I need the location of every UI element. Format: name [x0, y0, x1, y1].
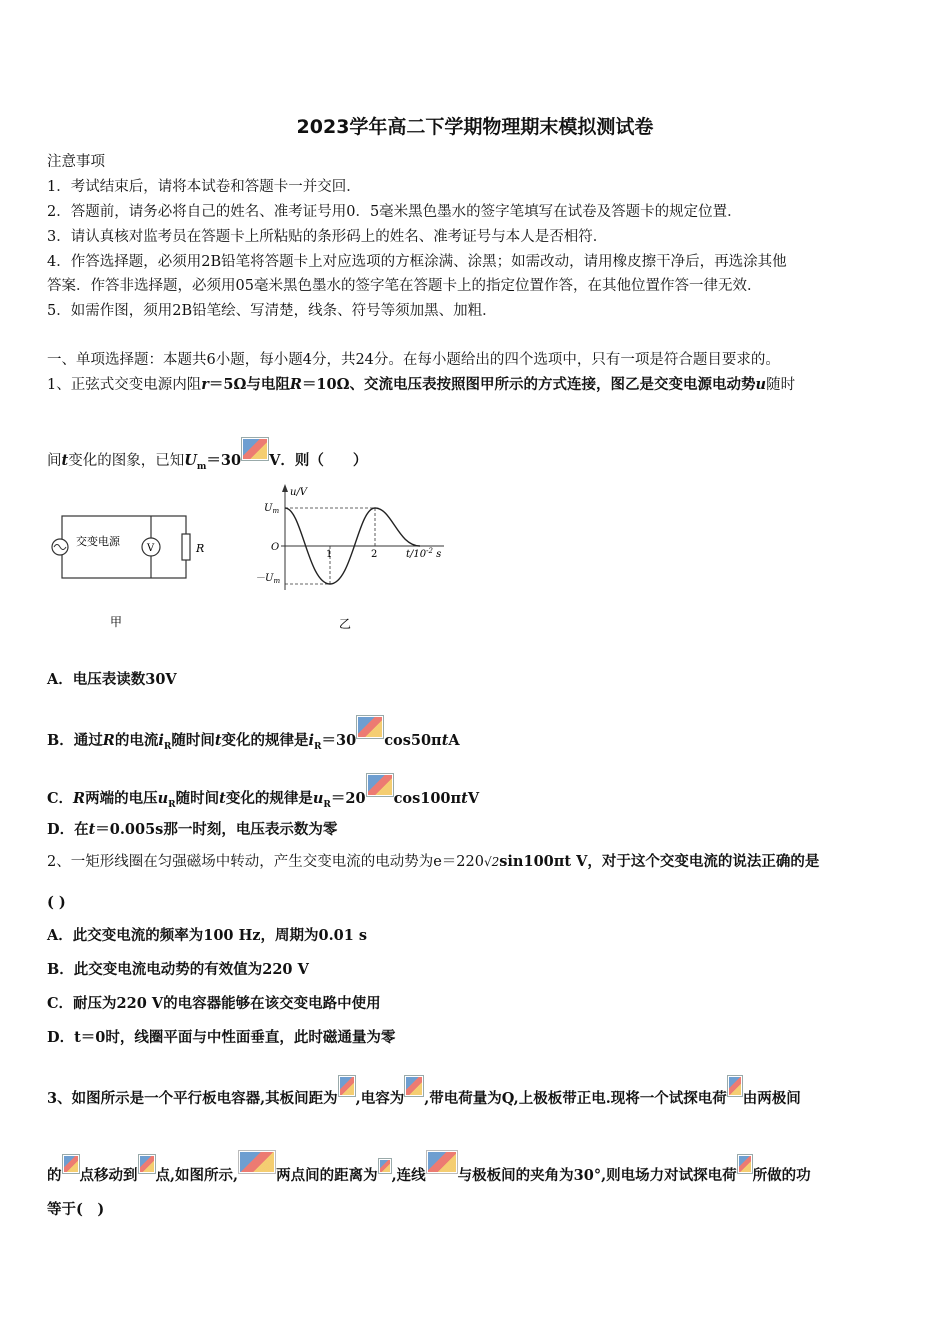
neg-um-label: [255, 573, 280, 585]
formula-image-icon: [241, 437, 269, 461]
q3-text: 由两极间: [742, 1090, 801, 1107]
q2-paren: ( ): [47, 894, 66, 911]
voltage-time-graph: [255, 484, 444, 631]
formula-image-icon: [404, 1075, 424, 1097]
opt-text: cos50π: [384, 732, 442, 749]
opt-text: 的电流: [114, 732, 159, 749]
q2-option-b: B．此交变电流电动势的有效值为220 V: [47, 961, 309, 978]
y-axis-arrow-icon: [282, 484, 288, 492]
opt-text: 变化的规律是: [221, 732, 309, 749]
notice-item: 4．作答选择题，必须用2B铅笔将答题卡上对应选项的方框涂满、涂黑；如需改动，请用橡皮擦干净后，再选涂其他: [47, 254, 787, 270]
q3-text: ,连线: [391, 1167, 426, 1184]
formula-image-icon: [356, 715, 384, 739]
q1-text: ＝5Ω与电阻: [208, 376, 290, 393]
opt-var: i: [158, 732, 164, 749]
notice-item: 2．答题前，请务必将自己的姓名、准考证号用0．5毫米黑色墨水的签字笔填写在试卷及答题卡的规定位置．: [47, 204, 742, 220]
opt-var: R: [73, 790, 86, 807]
q3-text: 点移动到: [79, 1167, 138, 1184]
q3-text: 3、如图所示是一个平行板电容器,其板间距为: [47, 1090, 338, 1107]
sqrt-symbol: √2: [483, 855, 500, 869]
q1-var: r: [201, 376, 209, 393]
opt-var: i: [308, 732, 315, 749]
um-label: [264, 503, 279, 515]
q3-text: ,电容为: [355, 1090, 405, 1107]
formula-image-icon: [62, 1154, 80, 1174]
notice-item: 3．请认真核对监考员在答题卡上所粘贴的条形码上的姓名、准考证号与本人是否相符．: [47, 229, 608, 245]
formula-image-icon: [338, 1075, 356, 1097]
opt-var: u: [312, 790, 324, 807]
q1-var: U: [184, 452, 197, 469]
q3-stem-line1: [47, 1075, 801, 1109]
q2-text: 2、一矩形线圈在匀强磁场中转动，产生交变电流的电动势为e＝220: [47, 854, 484, 870]
q1-text: 变化的图象，已知: [68, 453, 185, 469]
resistor-label: R: [196, 542, 205, 555]
q1-var: R: [289, 376, 302, 393]
x-axis-label-text: t/10: [406, 549, 427, 560]
opt-text: V: [467, 790, 480, 807]
q2-option-c: C．耐压为220 V的电容器能够在该交变电路中使用: [47, 995, 381, 1012]
section-heading: 一、单项选择题：本题共6小题，每小题4分，共24分。在每小题给出的四个选项中，只有一项是符合题目要求的。: [47, 352, 780, 368]
notice-item: 答案．作答非选择题，必须用05毫米黑色墨水的签字笔在答题卡上的指定位置作答，在其他位置作答一律无效．: [47, 278, 762, 294]
q1-text: ＝10Ω、交流电压表按照图甲所示的方式连接，图乙是交变电源电动势: [301, 376, 756, 393]
formula-image-icon: [426, 1150, 458, 1174]
tick-label-2: 2: [371, 549, 378, 560]
opt-var: R: [102, 732, 115, 749]
q1-text: 1、正弦式交变电源内阻: [47, 377, 202, 393]
formula-image-icon: [378, 1158, 392, 1174]
q3-text: 两点间的距离为: [276, 1167, 378, 1184]
page-title: 2023学年高二下学期物理期末模拟测试卷: [296, 116, 654, 138]
q2-option-a: A．此交变电流的频率为100 Hz，周期为0.01 s: [47, 927, 368, 944]
q2-text: sin100πt V，对于这个交变电流的说法正确的是: [499, 853, 820, 870]
q1-text: ＝30: [206, 452, 242, 469]
opt-text: B．通过: [47, 732, 103, 749]
formula-image-icon: [138, 1154, 156, 1174]
opt-text: cos100π: [393, 790, 462, 807]
x-axis-exp: -2: [426, 547, 433, 555]
opt-var: t: [461, 790, 468, 807]
q1-stem-line2: [47, 437, 367, 477]
opt-text: A: [448, 732, 460, 749]
opt-text: ＝20: [330, 790, 366, 807]
formula-image-icon: [727, 1075, 743, 1097]
resistor-icon: [182, 534, 190, 560]
q3-text: 的: [47, 1167, 62, 1184]
opt-var: t: [88, 821, 96, 838]
formula-image-icon: [366, 773, 394, 797]
opt-text: D．在: [47, 821, 89, 838]
opt-text: C．: [47, 790, 74, 807]
formula-image-icon: [238, 1150, 276, 1174]
opt-sub: R: [314, 741, 322, 752]
q1-var: t: [61, 452, 69, 469]
q1-figures: [40, 478, 470, 638]
tick-label-1: 1: [326, 549, 333, 560]
q1-sub: m: [196, 461, 207, 472]
q1-text: 随时: [766, 377, 796, 393]
um-label-text: U: [264, 503, 273, 514]
figure-label-yi: 乙: [339, 617, 352, 631]
notice-item: 5．如需作图，须用2B铅笔绘、写清楚，线条、符号等须加黑、加粗．: [47, 303, 497, 319]
q1-text: 间: [47, 453, 62, 469]
q1-option-d: [47, 820, 337, 840]
voltmeter-label: V: [147, 543, 155, 554]
opt-text: 随时间: [171, 732, 215, 749]
opt-text: ＝0.005s那一时刻，电压表示数为零: [95, 821, 338, 838]
opt-text: ＝30: [321, 732, 357, 749]
origin-label: O: [271, 542, 280, 553]
formula-image-icon: [737, 1154, 753, 1174]
opt-sub: R: [323, 799, 331, 810]
q1-stem-line1: [47, 375, 795, 395]
notice-item: 1．考试结束后，请将本试卷和答题卡一并交回．: [47, 179, 361, 195]
x-axis-label: [406, 547, 441, 560]
opt-text: 变化的规律是: [225, 790, 313, 807]
q1-option-a: A．电压表读数30V: [47, 671, 177, 688]
q1-option-b: [47, 715, 460, 757]
notice-heading: 注意事项: [47, 154, 105, 170]
q2-stem: [47, 852, 819, 872]
opt-sub: R: [168, 799, 176, 810]
figure-label-jia: 甲: [110, 615, 123, 629]
q3-text: ,带电荷量为Q,上极板带正电.现将一个试探电荷: [424, 1090, 727, 1107]
opt-sub: R: [163, 741, 172, 752]
opt-var: u: [157, 790, 169, 807]
opt-var: t: [219, 790, 226, 807]
neg-um-label-text: －U: [255, 573, 274, 584]
circuit-diagram: [52, 516, 204, 629]
q3-stem-line3: 等于( ): [47, 1201, 105, 1218]
source-label: 交变电源: [76, 535, 120, 548]
q1-text: V．则（ ）: [269, 452, 368, 469]
opt-text: 随时间: [175, 790, 220, 807]
q3-text: 点,如图所示,: [155, 1167, 239, 1184]
q3-text: 所做的功: [752, 1167, 811, 1184]
q1-var: u: [755, 376, 767, 393]
neg-um-label-sub: m: [273, 577, 281, 585]
y-axis-label: u/V: [290, 487, 308, 498]
um-label-sub: m: [272, 507, 280, 515]
opt-var: t: [441, 732, 449, 749]
q3-stem-line2: [47, 1150, 811, 1186]
q2-option-d: D．t＝0时，线圈平面与中性面垂直，此时磁通量为零: [47, 1029, 396, 1046]
opt-text: 两端的电压: [85, 790, 158, 807]
x-axis-unit: s: [432, 549, 442, 560]
opt-var: t: [214, 732, 222, 749]
q3-text: 与极板间的夹角为30°,则电场力对试探电荷: [457, 1167, 737, 1184]
q1-option-c: [47, 773, 479, 815]
